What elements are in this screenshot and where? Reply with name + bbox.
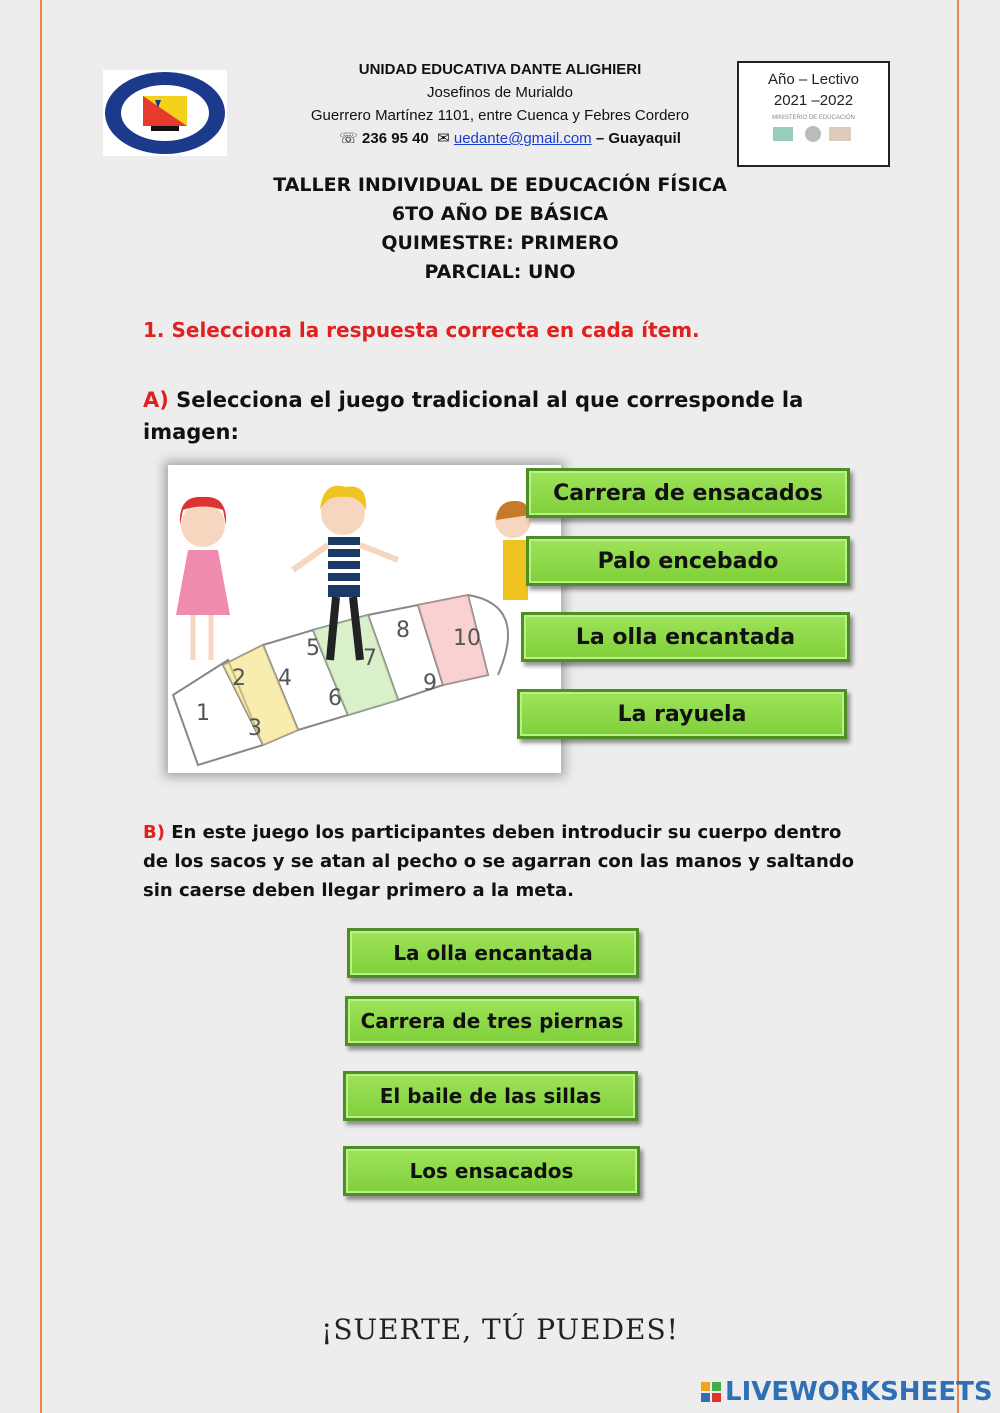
question-a-text: Selecciona el juego tradicional al que corresponde la imagen:: [143, 388, 804, 444]
liveworksheets-brand: [700, 1377, 993, 1407]
hop-number-4: 4: [278, 666, 292, 691]
left-margin-line: [40, 0, 42, 1413]
school-address: Guerrero Martínez 1101, entre Cuenca y Febres Cordero: [310, 107, 690, 124]
question-b: [143, 818, 863, 905]
option-a-2[interactable]: Palo encebado: [526, 536, 850, 586]
liveworksheets-icon: [700, 1381, 722, 1403]
year-label: Año – Lectivo: [768, 71, 859, 88]
title-line-1: TALLER INDIVIDUAL DE EDUCACIÓN FÍSICA: [273, 174, 727, 196]
instruction: 1. Selecciona la respuesta correcta en cada ítem.: [143, 318, 700, 342]
contact-line: [300, 129, 720, 147]
option-b-4[interactable]: Los ensacados: [343, 1146, 640, 1196]
hop-number-7: 7: [363, 646, 377, 671]
hop-number-3: 3: [248, 716, 262, 741]
title-line-3: QUIMESTRE: PRIMERO: [381, 232, 619, 254]
hop-number-10: 10: [453, 626, 481, 651]
school-logo: [103, 70, 227, 156]
title-line-2: 6TO AÑO DE BÁSICA: [391, 203, 609, 225]
option-a-3[interactable]: La olla encantada: [521, 612, 850, 662]
option-b-2[interactable]: Carrera de tres piernas: [345, 996, 639, 1046]
option-b-3[interactable]: El baile de las sillas: [343, 1071, 638, 1121]
brand-name: LIVEWORKSHEETS: [725, 1377, 993, 1407]
question-b-text: En este juego los participantes deben introducir su cuerpo dentro de los sacos y se atan al pecho o se agarran con las manos y saltando sin caerse deben llegar primero a la meta.: [143, 822, 855, 901]
phone-icon: ☏: [339, 130, 358, 147]
question-a-label: A): [143, 388, 169, 412]
good-luck-message: ¡SUERTE, TÚ PUEDES!: [321, 1313, 679, 1346]
hop-number-6: 6: [328, 686, 342, 711]
title-line-4: PARCIAL: UNO: [424, 261, 576, 283]
hop-number-2: 2: [232, 666, 246, 691]
mail-icon: ✉: [437, 130, 450, 147]
option-a-1[interactable]: Carrera de ensacados: [526, 468, 850, 518]
city: – Guayaquil: [595, 130, 681, 147]
phone-number: 236 95 40: [362, 130, 429, 147]
hopscotch-image: [168, 465, 561, 773]
school-name: UNIDAD EDUCATIVA DANTE ALIGHIERI: [358, 61, 642, 78]
option-b-1[interactable]: La olla encantada: [347, 928, 639, 978]
ministry-label: MINISTERIO DE EDUCACIÓN: [772, 115, 855, 121]
hop-number-8: 8: [396, 618, 410, 643]
right-margin-line: [957, 0, 959, 1413]
school-order: Josefinos de Murialdo: [427, 84, 573, 101]
hop-number-9: 9: [423, 671, 437, 696]
hop-number-5: 5: [306, 636, 320, 661]
question-a: [143, 384, 823, 448]
option-a-4[interactable]: La rayuela: [517, 689, 847, 739]
year-box: [737, 61, 890, 167]
year-range: 2021 –2022: [773, 92, 854, 109]
question-b-label: B): [143, 822, 165, 843]
email-link[interactable]: uedante@gmail.com: [453, 130, 592, 147]
ministry-logos: [739, 124, 888, 148]
hop-number-1: 1: [196, 701, 210, 726]
